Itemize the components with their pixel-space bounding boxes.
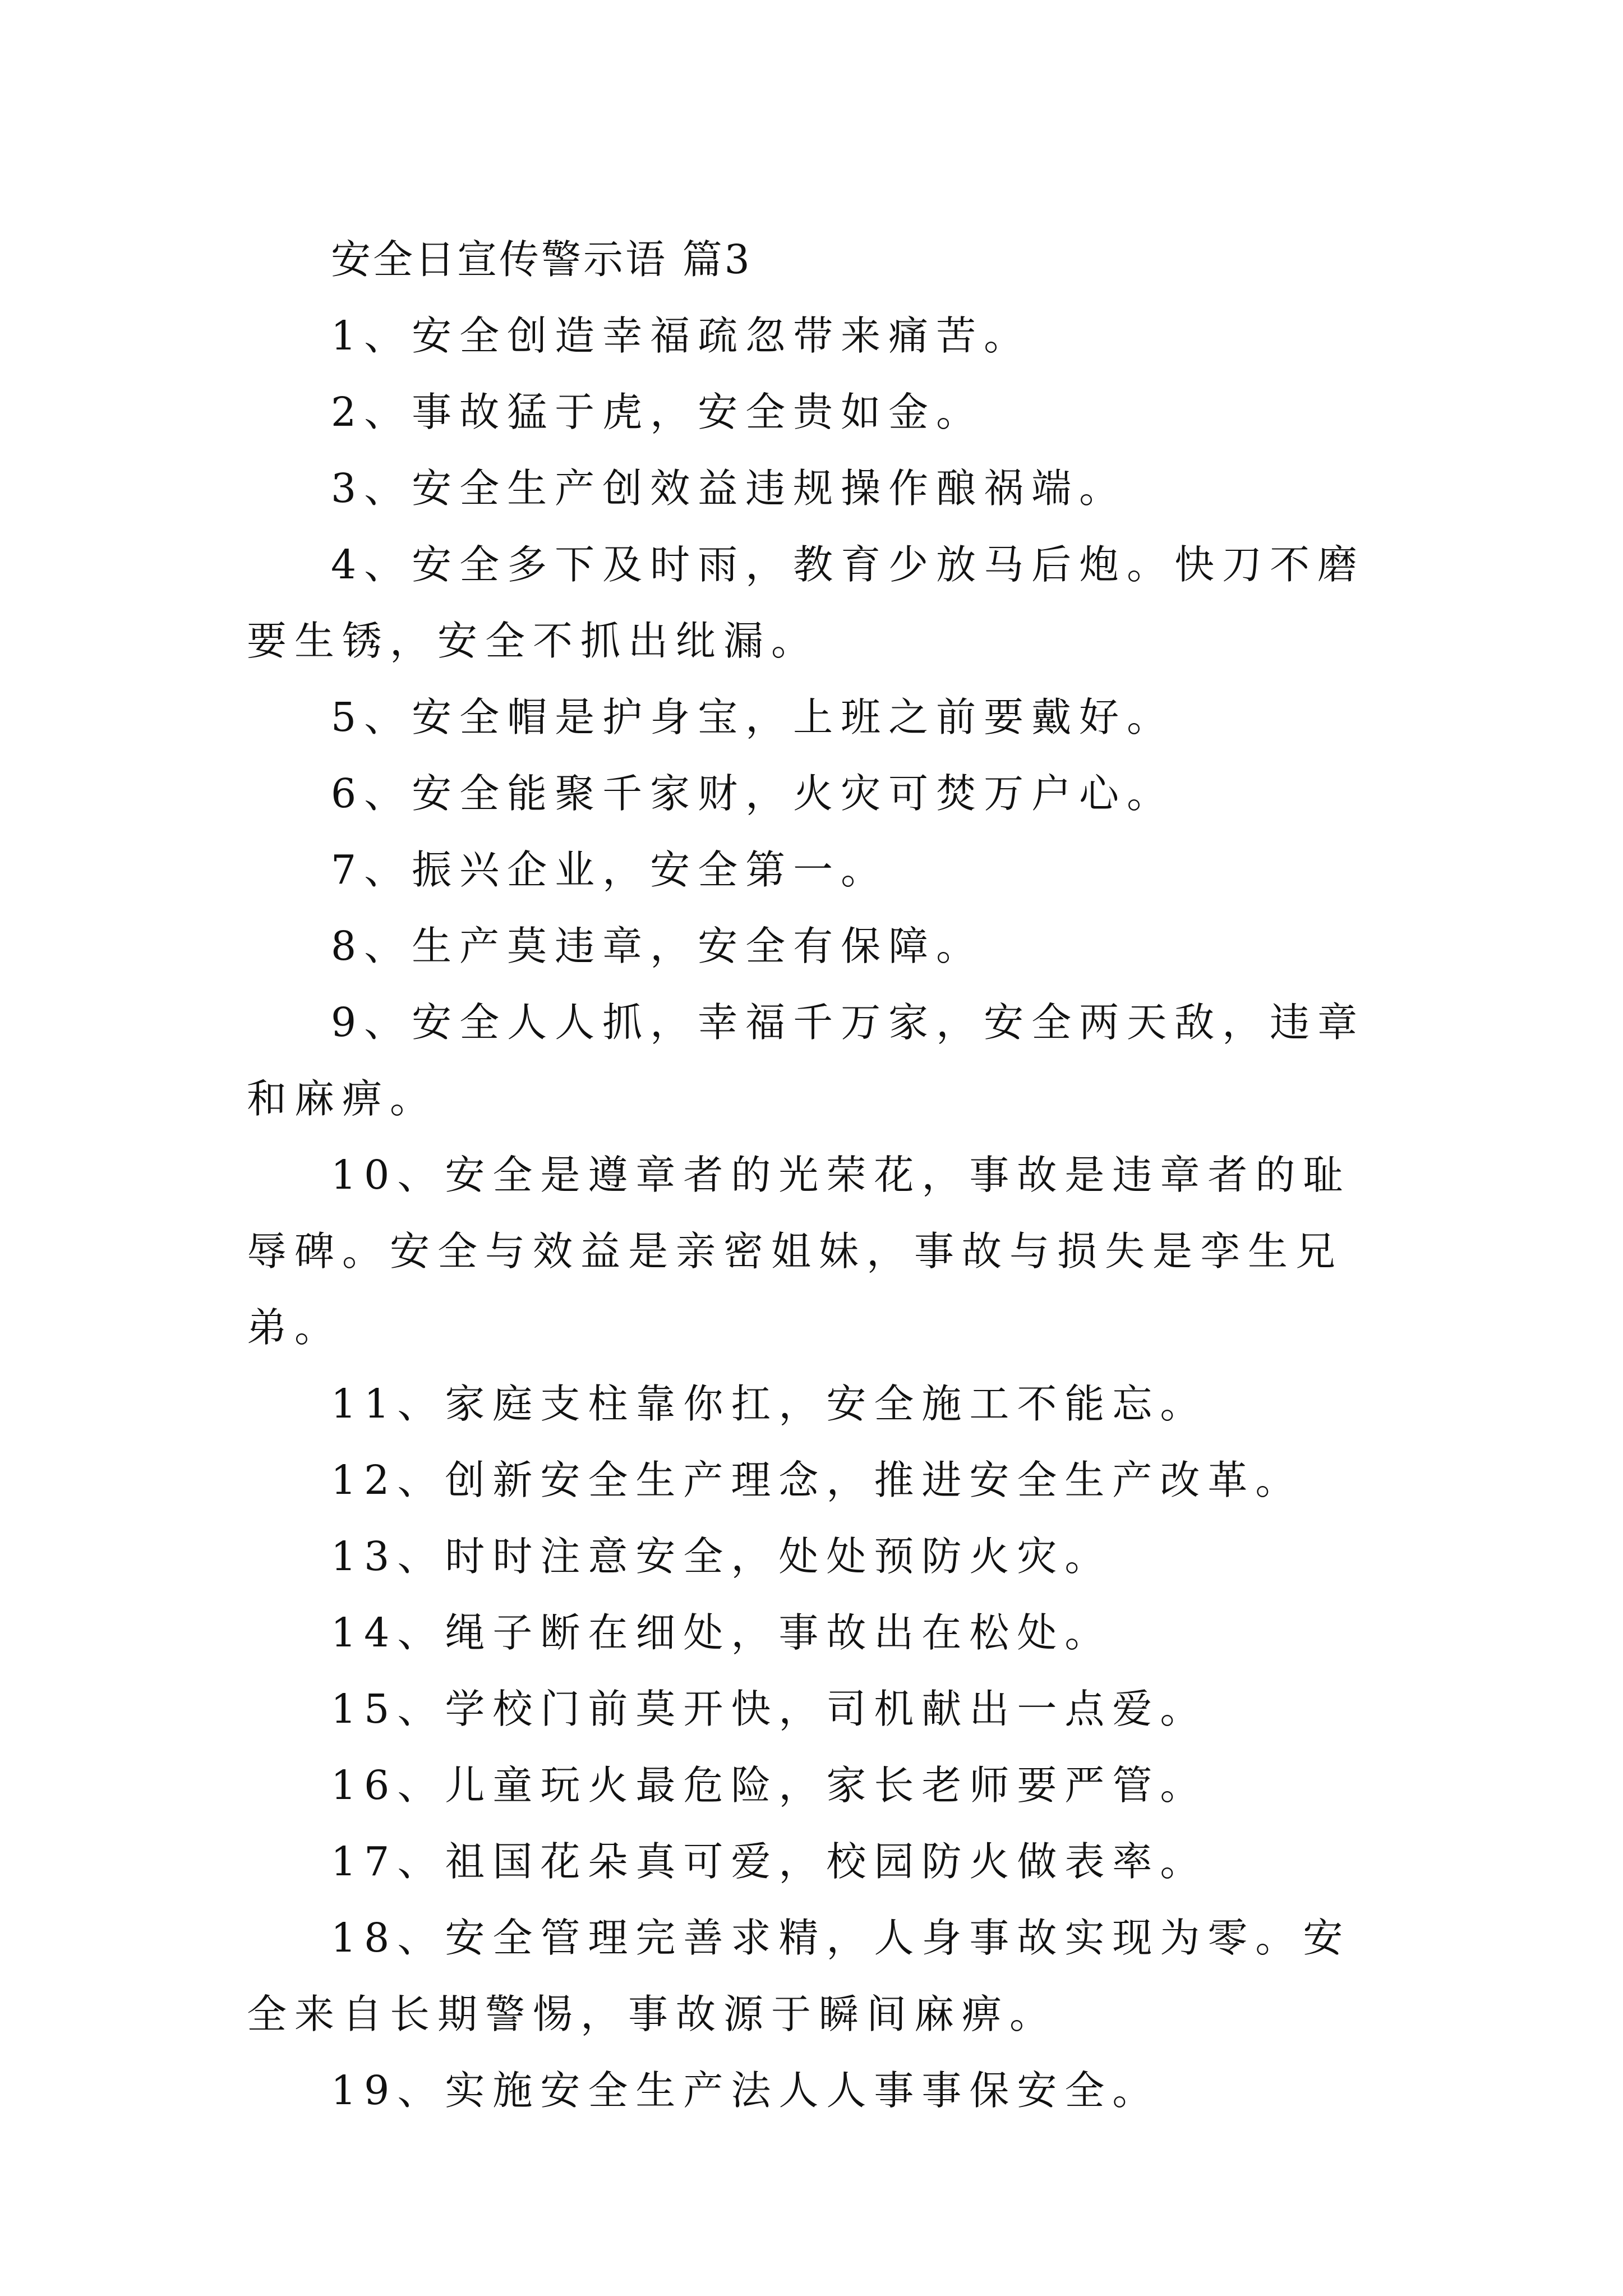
slogan-item: 7、振兴企业，安全第一。	[331, 846, 889, 893]
slogan-item: 13、时时注意安全，处处预防火灾。	[331, 1533, 1113, 1580]
slogan-item: 5、安全帽是护身宝，上班之前要戴好。	[331, 694, 1175, 740]
slogan-item: 17、祖国花朵真可爱，校园防火做表率。	[331, 1838, 1208, 1885]
slogan-item: 19、实施安全生产法人人事事保安全。	[331, 2067, 1160, 2114]
slogan-item: 10、安全是遵章者的光荣花，事故是违章者的耻辱碑。安全与效益是亲密姐妹，事故与损失是孪生兄弟。	[247, 1152, 1351, 1351]
slogan-item: 18、安全管理完善求精，人身事故实现为零。安全来自长期警惕，事故源于瞬间麻痹。	[247, 1915, 1351, 2037]
document-title: 安全日宣传警示语 篇3	[331, 236, 752, 283]
slogan-item: 2、事故猛于虎，安全贵如金。	[331, 389, 984, 435]
slogan-item: 16、儿童玩火最危险，家长老师要严管。	[331, 1762, 1208, 1809]
slogan-item: 8、生产莫违章，安全有保障。	[331, 923, 984, 969]
slogan-item: 12、创新安全生产理念，推进安全生产改革。	[331, 1457, 1303, 1503]
slogan-item: 11、家庭支柱靠你扛，安全施工不能忘。	[331, 1381, 1208, 1427]
slogan-item: 1、安全创造幸福疏忽带来痛苦。	[331, 312, 1032, 359]
slogan-item: 4、安全多下及时雨，教育少放马后炮。快刀不磨要生锈，安全不抓出纰漏。	[247, 541, 1366, 664]
slogan-item: 3、安全生产创效益违规操作酿祸端。	[331, 465, 1127, 512]
document-body	[247, 222, 1391, 2129]
slogan-item: 15、学校门前莫开快，司机献出一点爱。	[331, 1686, 1208, 1732]
slogan-item: 6、安全能聚千家财，火灾可焚万户心。	[331, 770, 1175, 817]
slogan-item: 9、安全人人抓，幸福千万家，安全两天敌，违章和麻痹。	[247, 999, 1366, 1122]
slogan-item: 14、绳子断在细处，事故出在松处。	[331, 1609, 1113, 1656]
